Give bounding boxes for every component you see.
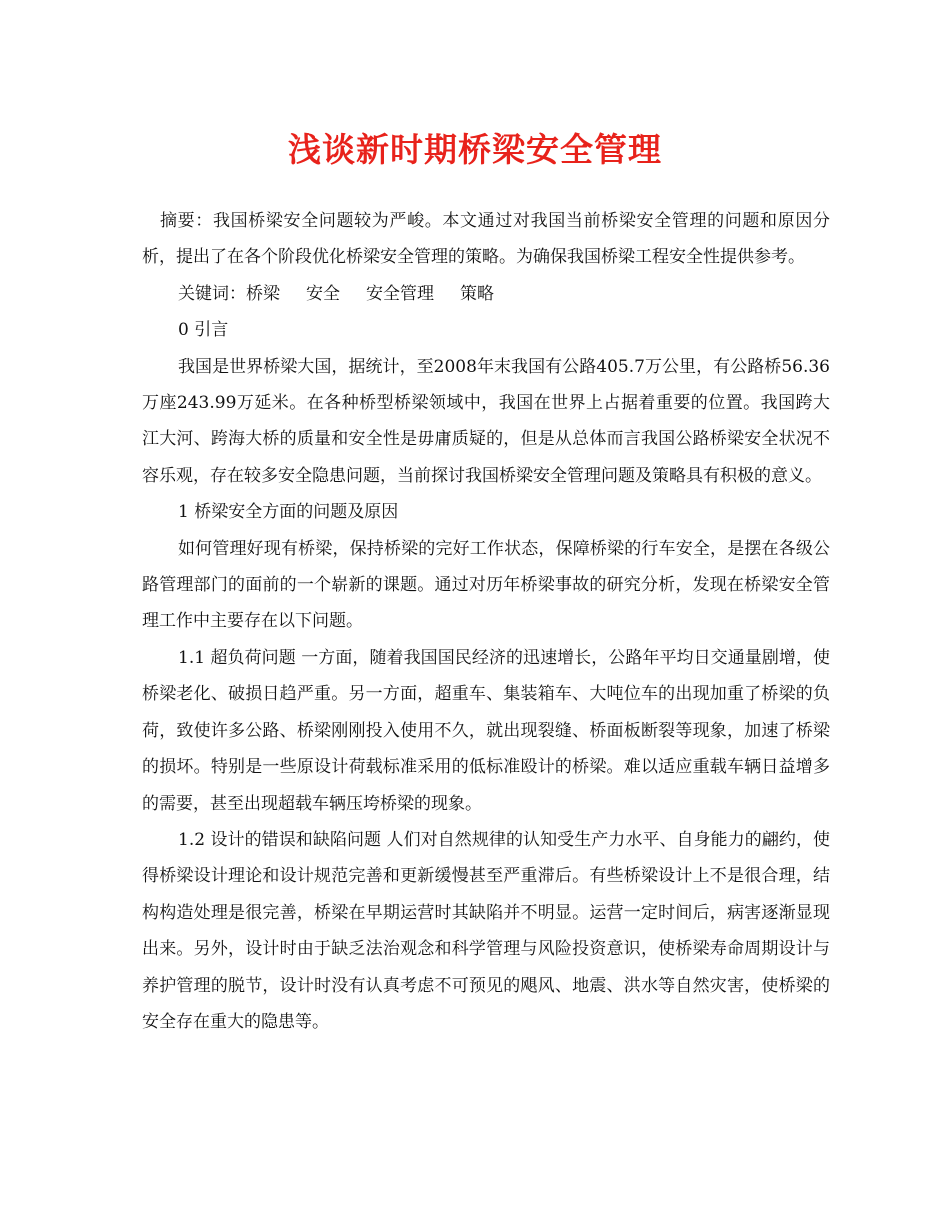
keyword-item: 策略 xyxy=(460,283,494,304)
body-paragraph: 如何管理好现有桥梁，保持桥梁的完好工作状态，保障桥梁的行车安全，是摆在各级公路管理部门的面前的一个崭新的课题。通过对历年桥梁事故的研究分析，发现在桥梁安全管理工作中主要存在以下问题。 xyxy=(142,538,830,632)
section-heading-introduction: 0 引言 xyxy=(178,320,229,341)
document-body xyxy=(142,203,830,1040)
body-paragraph: 我国是世界桥梁大国，据统计，至2008年末我国有公路405.7万公里，有公路桥56.36万座243.99万延米。在各种桥型桥梁领域中，我国在世界上占据着重要的位置。我国跨大江大河、跨海大桥的质量和安全性是毋庸质疑的，但是从总体而言我国公路桥梁安全状况不容乐观，存在较多安全隐患问题，当前探讨我国桥梁安全管理问题及策略具有积极的意义。 xyxy=(142,356,830,486)
keyword-item: 安全管理 xyxy=(366,283,434,304)
section-heading-problems: 1 桥梁安全方面的问题及原因 xyxy=(178,502,399,523)
keyword-item: 安全 xyxy=(306,283,340,304)
body-paragraph-overload: 1.1 超负荷问题 一方面，随着我国国民经济的迅速增长，公路年平均日交通量剧增，使桥梁老化、破损日趋严重。另一方面，超重车、集装箱车、大吨位车的出现加重了桥梁的负荷，致使许多公路、桥梁刚刚投入使用不久，就出现裂缝、桥面板断裂等现象，加速了桥梁的损坏。特别是一些原设计荷载标准采用的低标准殴计的桥梁。难以适应重载车辆日益增多的需要，甚至出现超载车辆压垮桥梁的现象。 xyxy=(142,647,830,814)
keywords-label: 关键词： xyxy=(178,283,246,304)
keywords-line xyxy=(142,276,830,312)
body-paragraph-design-defects: 1.2 设计的错误和缺陷问题 人们对自然规律的认知受生产力水平、自身能力的翩约，使得桥梁设计理论和设计规范完善和更新缓慢甚至严重滞后。有些桥梁设计上不是很合理，结构构造处理是很完善，桥梁在早期运营时其缺陷并不明显。运营一定时间后，病害逐渐显现出来。另外，设计时由于缺乏法治观念和科学管理与风险投资意识，使桥梁寿命周期设计与养护管理的脱节，设计时没有认真考虑不可预见的飓风、地震、洪水等自然灾害，使桥梁的安全存在重大的隐患等。 xyxy=(142,829,830,1032)
abstract-paragraph: 摘要：我国桥梁安全问题较为严峻。本文通过对我国当前桥梁安全管理的问题和原因分析，提出了在各个阶段优化桥梁安全管理的策略。为确保我国桥梁工程安全性提供参考。 xyxy=(142,211,830,268)
keyword-item: 桥梁 xyxy=(246,283,280,304)
document-title: 浅谈新时期桥梁安全管理 xyxy=(288,130,662,169)
